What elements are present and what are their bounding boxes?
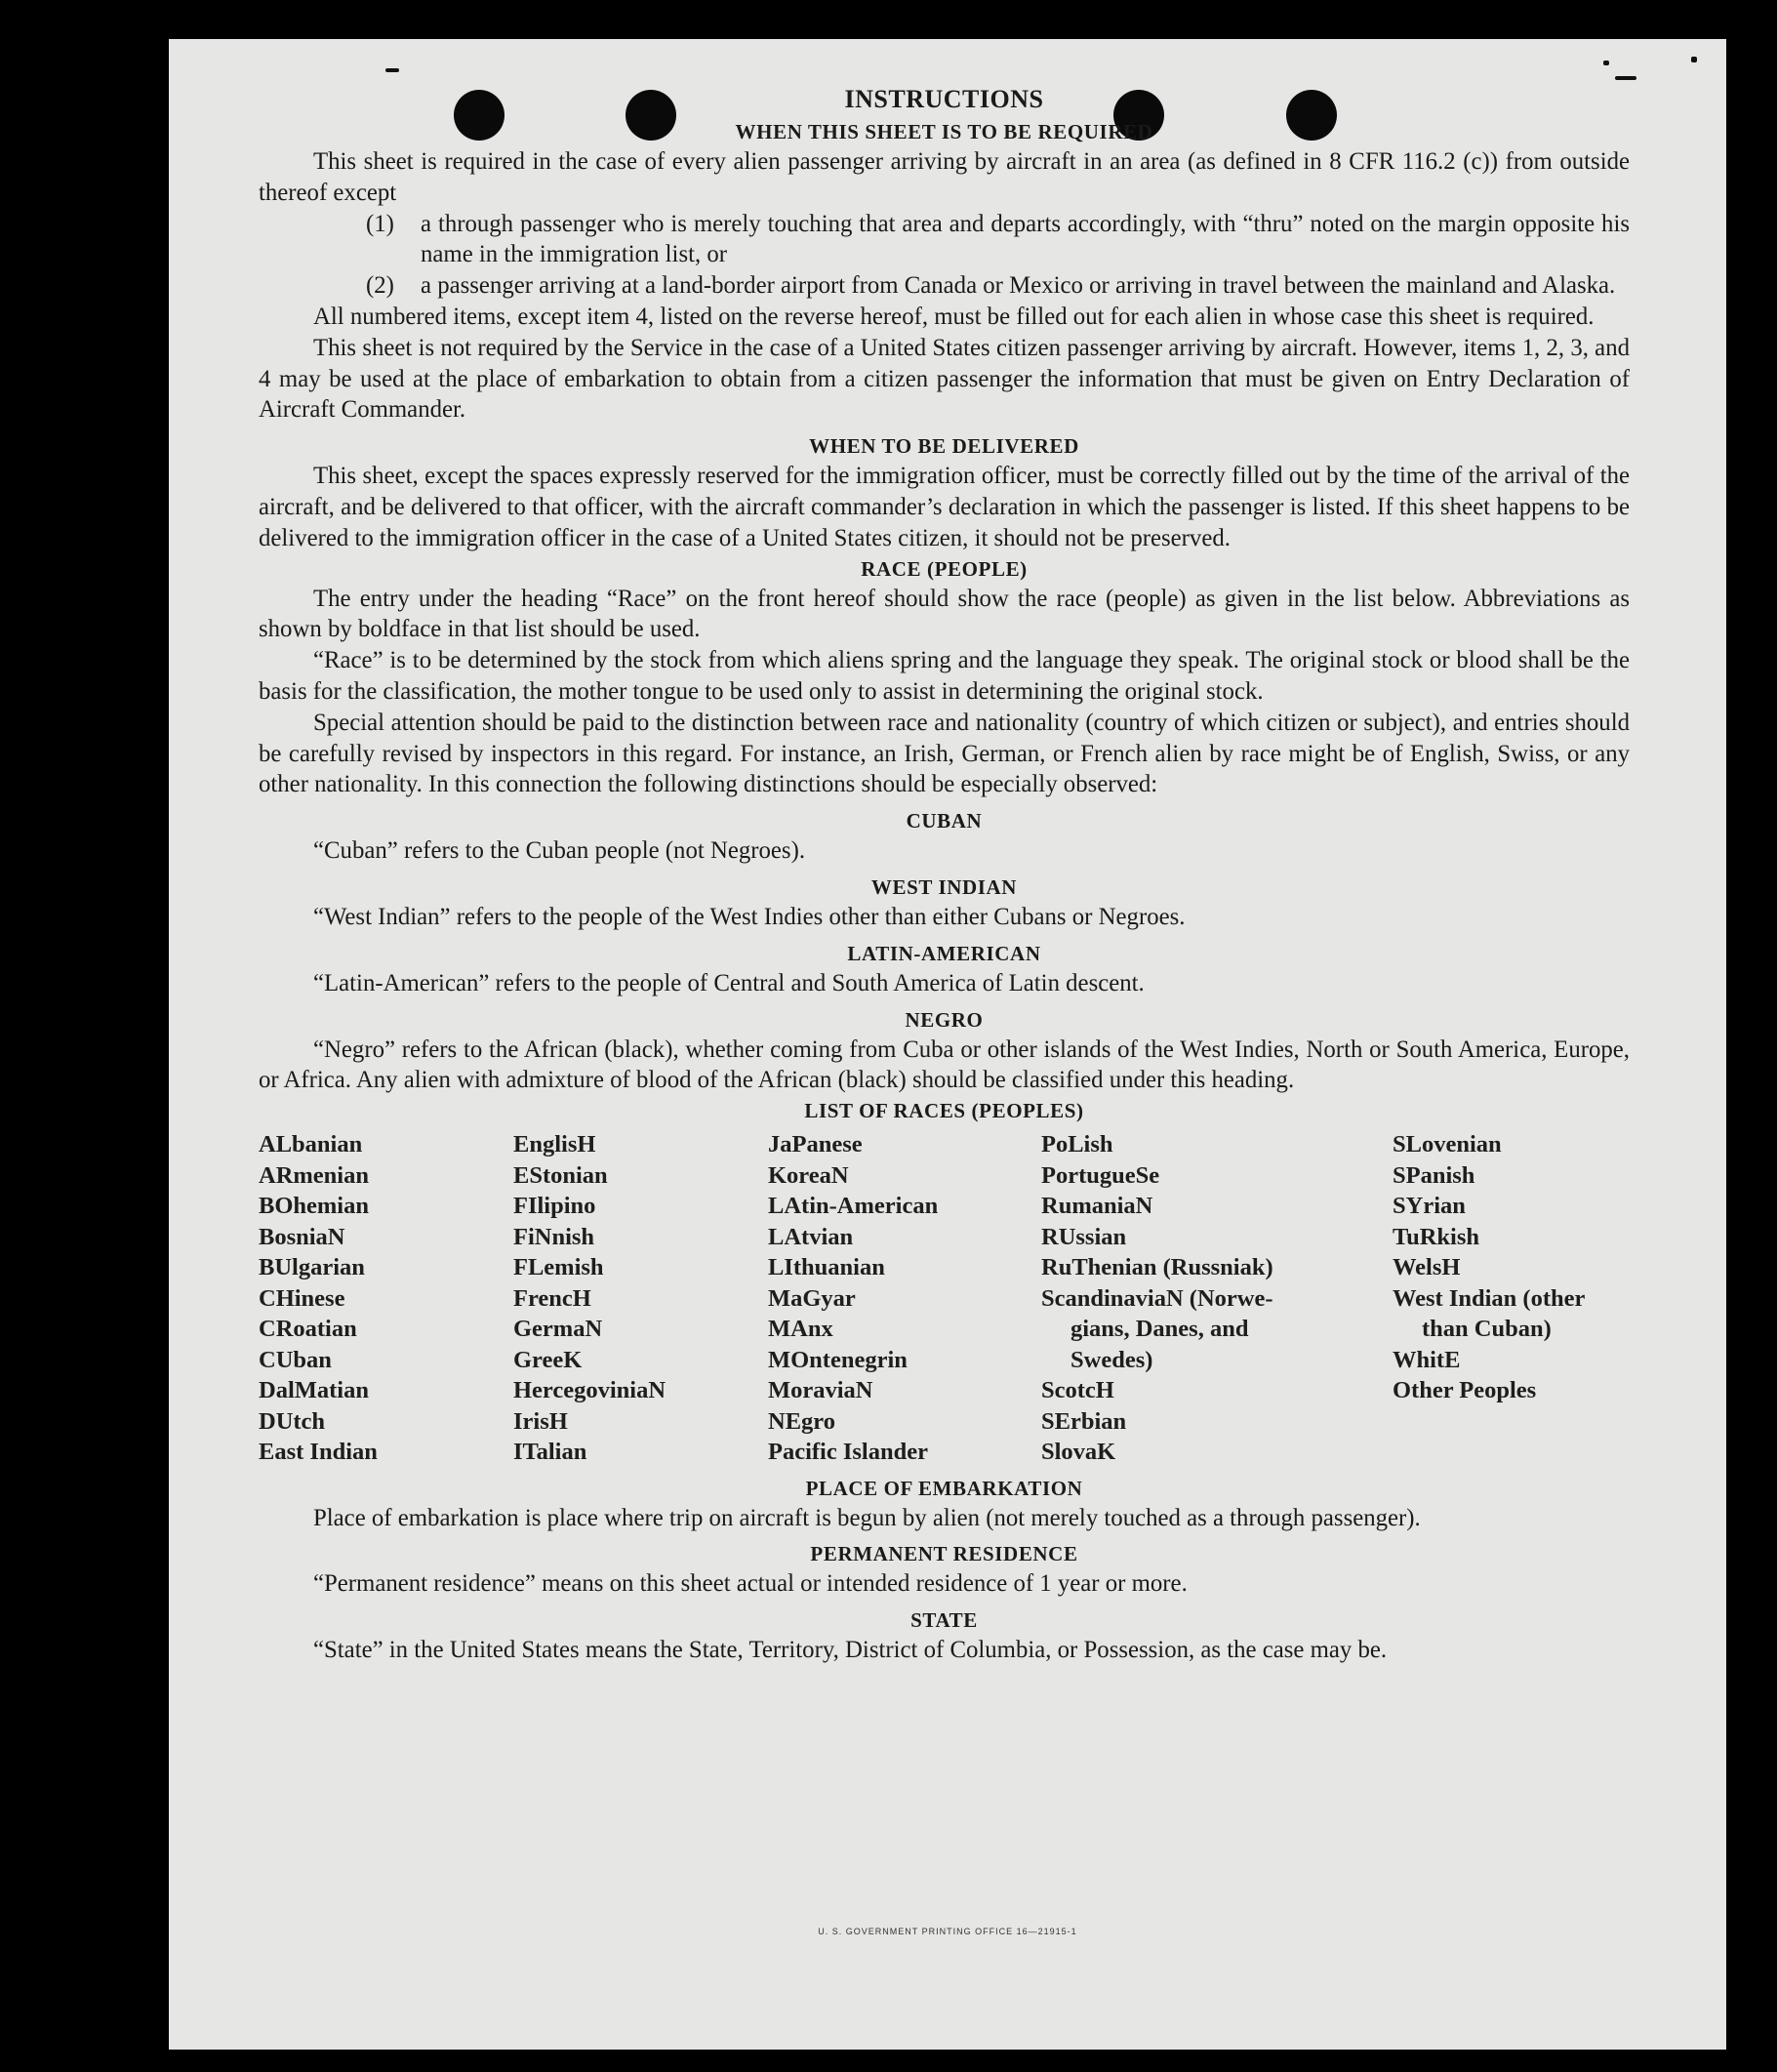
page-title: INSTRUCTIONS (844, 85, 1044, 113)
race-item: JaPanese (768, 1131, 863, 1158)
section-heading-required: WHEN THIS SHEET IS TO BE REQUIRED (735, 120, 1153, 143)
race-item: CRoatian (259, 1316, 357, 1343)
race-item: NEgro (768, 1407, 835, 1435)
section-heading-negro: NEGRO (905, 1007, 984, 1032)
speck (1615, 76, 1636, 80)
paragraph: Place of embarkation is place where trip on aircraft is begun by alien (not merely touched as a through passenger). (313, 1504, 1421, 1531)
section-heading-residence: PERMANENT RESIDENCE (810, 1542, 1078, 1566)
race-item: MoraviaN (768, 1377, 873, 1404)
printer-imprint: U. S. GOVERNMENT PRINTING OFFICE 16—21915-1 (818, 1927, 1077, 1936)
race-item: CHinese (259, 1284, 345, 1312)
instructions-content (259, 84, 1630, 1666)
race-item: DUtch (259, 1407, 326, 1435)
race-item: RumaniaN (1041, 1193, 1153, 1220)
race-item: RUssian (1041, 1223, 1127, 1250)
section-heading-race: RACE (PEOPLE) (861, 556, 1028, 581)
paragraph: “State” in the United States means the State, Territory, District of Columbia, or Possession, as the case may be. (313, 1637, 1388, 1664)
race-item: HercegoviniaN (513, 1377, 666, 1404)
speck (1603, 61, 1609, 65)
race-item: MaGyar (768, 1284, 856, 1312)
section-heading-embarkation: PLACE OF EMBARKATION (805, 1476, 1083, 1500)
race-item: PortugueSe (1041, 1161, 1160, 1189)
section-heading-delivered: WHEN TO BE DELIVERED (809, 434, 1079, 459)
race-column (768, 1129, 1041, 1468)
paragraph: “Negro” refers to the African (black), whether coming from Cuba or other islands of the West Indies, North or South America, Europe, or Africa. Any alien with admixture of blood of the African (black) should be classified under this heading. (259, 1036, 1630, 1094)
paragraph: “Race” is to be determined by the stock from which aliens spring and the language they speak. The original stock or blood shall be the basis for the classification, the mother tongue to be used only to assist in determining the original stock. (259, 647, 1630, 705)
race-item: IrisH (513, 1407, 568, 1435)
race-item: ScotcH (1041, 1377, 1114, 1404)
race-column (1041, 1129, 1393, 1468)
paragraph: This sheet, except the spaces expressly reserved for the immigration officer, must be correctly filled out by the time of the arrival of the aircraft, and be delivered to that officer, with the aircraft commander’s declaration in which the passenger is listed. If this sheet happens to be delivered to the immigration officer in the case of a United States citizen, it should not be preserved. (259, 463, 1630, 551)
document-sheet (169, 39, 1726, 2050)
speck (385, 68, 399, 72)
paragraph: Special attention should be paid to the distinction between race and nationality (country of which citizen or subject), and entries should be carefully revised by inspectors in this regard. For instance, an Irish, German, or French alien by race might be of English, Swiss, or any other nationality. In this connection the following distinctions should be especially observed: (259, 709, 1630, 798)
race-item: LAtvian (768, 1223, 854, 1250)
race-item: Pacific Islander (768, 1439, 928, 1466)
list-item: (2) a passenger arriving at a land-border airport from Canada or Mexico or arriving in travel between the mainland and Alaska. (366, 272, 1616, 300)
race-item: SErbian (1041, 1407, 1127, 1435)
speck (1691, 57, 1697, 62)
race-item: PoLish (1041, 1131, 1113, 1158)
section-heading-cuban: CUBAN (906, 809, 983, 833)
paragraph: The entry under the heading “Race” on the front hereof should show the race (people) as given in the list below. Abbreviations as shown by boldface in that list should be used. (259, 585, 1630, 643)
race-item: SLovenian (1393, 1131, 1502, 1158)
race-column (1393, 1129, 1630, 1468)
race-item: SPanish (1393, 1161, 1475, 1189)
race-item: SYrian (1393, 1193, 1466, 1220)
race-item: ALbanian (259, 1131, 363, 1158)
race-item: LAtin-American (768, 1193, 939, 1220)
race-column (513, 1129, 768, 1468)
list-item: (1) a through passenger who is merely touching that area and departs accordingly, with “thru” noted on the margin opposite his name in the immigration list, or (366, 210, 1630, 268)
paragraph: This sheet is not required by the Service in the case of a United States citizen passenger arriving by aircraft. However, items 1, 2, 3, and 4 may be used at the place of embarkation to obtain from a citizen passenger the information that must be given on Entry Declaration of Aircraft Commander. (259, 334, 1630, 424)
race-item-continued: gians, Danes, and (1070, 1316, 1249, 1343)
race-item: DalMatian (259, 1377, 369, 1404)
race-item-continued: Swedes) (1070, 1346, 1153, 1373)
race-item: BosniaN (259, 1223, 345, 1250)
race-item: WelsH (1393, 1254, 1461, 1281)
race-item: GermaN (513, 1316, 603, 1343)
paragraph: This sheet is required in the case of every alien passenger arriving by aircraft in an area (as defined in 8 CFR 116.2 (c)) from outside thereof except (259, 148, 1630, 206)
race-item: FIlipino (513, 1193, 596, 1220)
race-item: ScandinaviaN (Norwe- (1041, 1284, 1273, 1312)
section-heading-west-indian: WEST INDIAN (870, 874, 1018, 899)
race-item: MAnx (768, 1316, 833, 1343)
race-column (259, 1129, 513, 1468)
race-item: BUlgarian (259, 1254, 365, 1281)
race-item: WhitE (1393, 1346, 1461, 1373)
race-list (259, 1129, 1630, 1468)
race-item: ITalian (513, 1439, 587, 1466)
section-heading-latin-american: LATIN-AMERICAN (847, 941, 1041, 965)
race-item: MOntenegrin (768, 1346, 908, 1373)
race-item: EStonian (513, 1161, 608, 1189)
race-item: EnglisH (513, 1131, 596, 1158)
race-item: CUban (259, 1346, 332, 1373)
race-item: RuThenian (Russniak) (1041, 1254, 1273, 1281)
section-heading-list: LIST OF RACES (PEOPLES) (804, 1099, 1084, 1123)
race-item: LIthuanian (768, 1254, 885, 1281)
race-item: TuRkish (1393, 1223, 1480, 1250)
race-item: GreeK (513, 1346, 583, 1373)
race-item: ARmenian (259, 1161, 369, 1189)
race-item: West Indian (other (1393, 1284, 1586, 1312)
race-item: BOhemian (259, 1193, 369, 1220)
paragraph: “Cuban” refers to the Cuban people (not Negroes). (313, 837, 806, 865)
race-item: FiNnish (513, 1223, 595, 1250)
paragraph: All numbered items, except item 4, listed on the reverse hereof, must be filled out for each alien in whose case this sheet is required. (313, 303, 1595, 330)
section-heading-state: STATE (910, 1608, 978, 1633)
race-item: KoreaN (768, 1161, 849, 1189)
race-item: FrencH (513, 1284, 591, 1312)
race-item-continued: than Cuban) (1422, 1316, 1552, 1343)
race-item: FLemish (513, 1254, 604, 1281)
race-item: East Indian (259, 1439, 378, 1466)
paragraph: “Latin-American” refers to the people of Central and South America of Latin descent. (313, 969, 1145, 996)
paragraph: “West Indian” refers to the people of the West Indies other than either Cubans or Negroes. (313, 903, 1186, 930)
race-item: Other Peoples (1393, 1377, 1537, 1404)
paragraph: “Permanent residence” means on this sheet actual or intended residence of 1 year or more. (313, 1570, 1188, 1598)
race-item: SlovaK (1041, 1439, 1116, 1466)
